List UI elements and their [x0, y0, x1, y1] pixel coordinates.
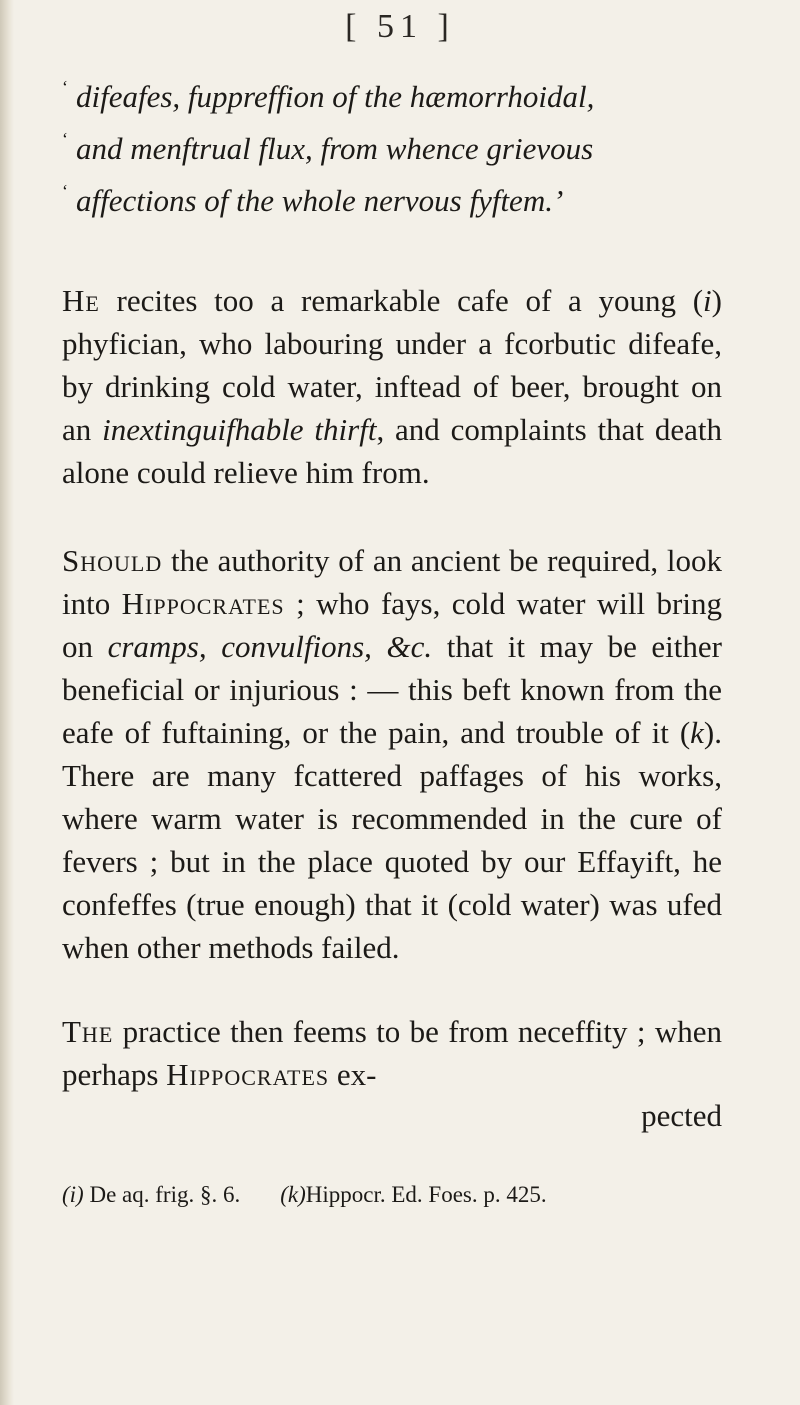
footnote-k	[280, 1182, 546, 1208]
quote-line-text: difeafes, fuppreffion of the hæmorrhoidal,	[76, 79, 595, 114]
quote-line	[62, 118, 722, 170]
italic-phrase: inextinguifhable thirft	[102, 412, 377, 447]
paragraph-lead: Should	[62, 543, 163, 578]
paragraph-text: , and complaints that death alone could relieve him from.	[62, 412, 722, 490]
page-spine-shadow	[0, 0, 14, 1405]
paragraph-text: practice then feems to be from neceffity ; when perhaps	[62, 1014, 722, 1092]
name-small-caps: Hippocrates	[166, 1057, 330, 1092]
paragraph-text: ) phyfician, who labouring under a fcorbutic difeafe, by drinking cold water, inftead of beer, brought on an	[62, 283, 722, 447]
name-small-caps: Hippocrates	[121, 586, 285, 621]
paragraph-hippocrates	[62, 539, 722, 969]
paragraph-physician-case	[62, 279, 722, 494]
quote-mark: ‘	[62, 181, 68, 201]
quote-line	[62, 66, 722, 118]
italic-phrase: cramps, convulfions, &c.	[107, 629, 433, 664]
paragraph-lead: The	[62, 1014, 114, 1049]
page-number: [ 51 ]	[345, 8, 455, 45]
quote-mark: ‘	[62, 77, 68, 97]
footnote-text: De aq. frig. §. 6.	[89, 1182, 241, 1207]
quoted-passage	[62, 66, 722, 222]
footnote-ref-i: i	[703, 283, 712, 318]
footnote-mark: (i)	[62, 1182, 84, 1207]
quote-line-text: and menftrual flux, from whence grievous	[76, 131, 594, 166]
paragraph-text: ex-	[329, 1057, 377, 1092]
footnotes	[62, 1182, 742, 1208]
footnote-mark: (k)	[280, 1182, 306, 1207]
footnote-text: Hippocr. Ed. Foes. p. 425.	[305, 1182, 547, 1207]
paragraph-text: the authority of an ancient be required, look into	[62, 543, 722, 621]
paragraph-text: recites too a remarkable cafe of a young (	[99, 283, 704, 318]
quote-line-text: affections of the whole nervous fyftem.’	[76, 183, 564, 218]
footnote-i	[62, 1182, 240, 1208]
paragraph-text: ). There are many fcattered paffages of his works, where warm water is recommended in the cure of fevers ; but in the place quoted by our Effayift, he confeffes (true enough) that it (cold water) was ufed when other methods failed.	[62, 715, 722, 965]
catchword: pected	[641, 1098, 722, 1133]
paragraph-text: that it may be either beneficial or injurious : — this beft known from the eafe of fuftaining, or the pain, and trouble of it (	[62, 629, 722, 750]
footnote-ref-k: k	[690, 715, 704, 750]
paragraph-practice	[62, 1010, 722, 1096]
quote-mark: ‘	[62, 129, 68, 149]
quote-line	[62, 170, 722, 222]
paragraph-text: ; who fays, cold water will bring on	[62, 586, 722, 664]
paragraph-lead: He	[62, 283, 100, 318]
